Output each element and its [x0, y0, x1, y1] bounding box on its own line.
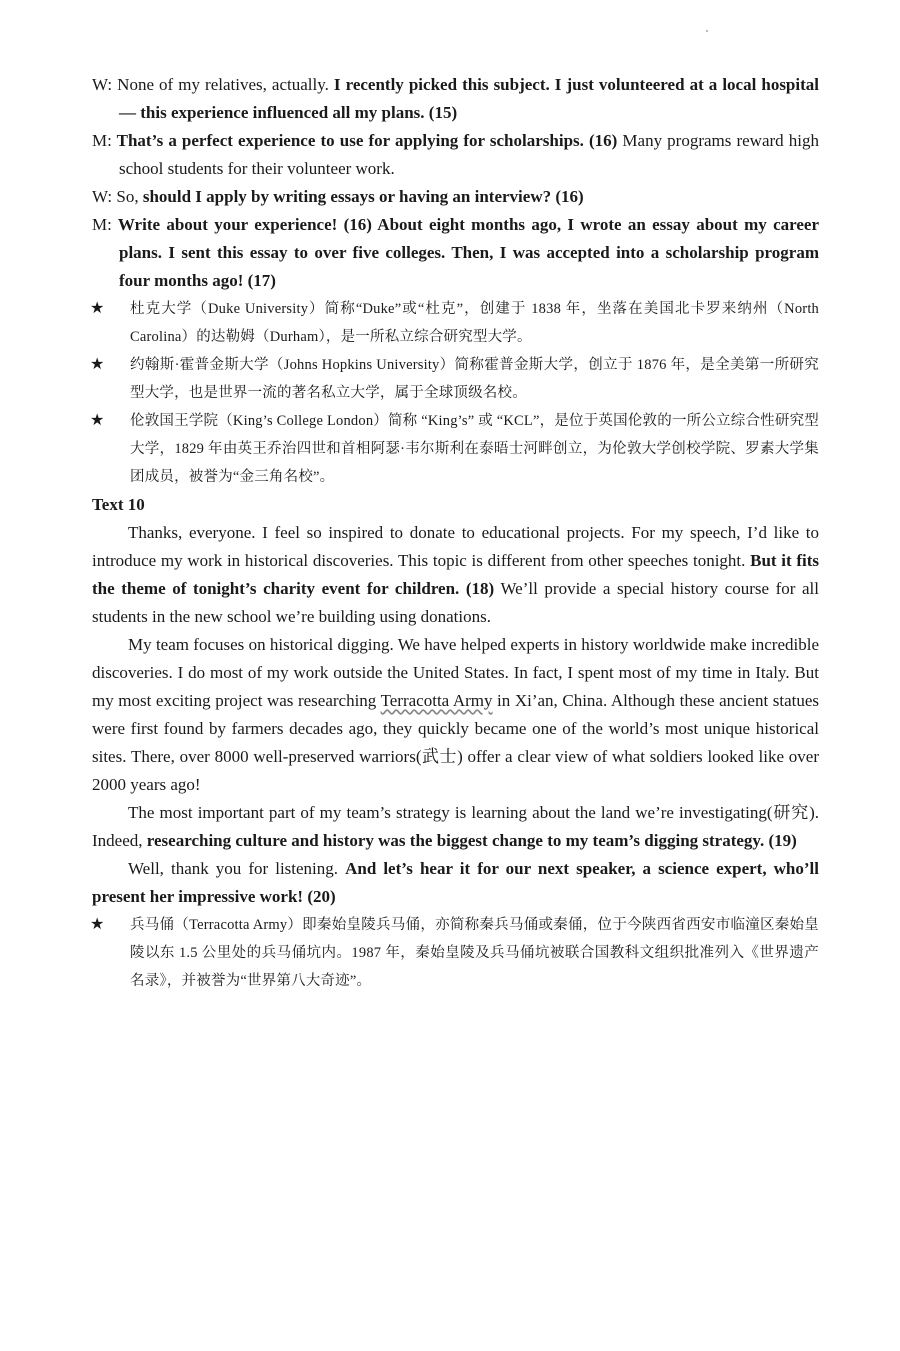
- paragraph: [92, 799, 819, 855]
- section-heading: Text 10: [92, 495, 145, 514]
- speaker-label: W:: [92, 75, 113, 94]
- dialogue-section: [92, 71, 819, 295]
- paragraph-text: We’ll provide a special history course for all students in the new school we’re building using donations.: [92, 579, 819, 626]
- note-text: 兵马俑（Terracotta Army）即秦始皇陵兵马俑，亦简称秦兵马俑或秦俑，位于今陕西省西安市临潼区秦始皇陵以东 1.5 公里处的兵马俑坑内。1987 年，秦始皇陵及兵马俑坑被联合国教科文组织批准列入《世界遗产名录》，并被誉为“世界第八大奇迹”。: [130, 917, 819, 989]
- dialogue-line: [92, 211, 819, 295]
- answer-key-text: But it fits the theme of tonight’s charity event for children. (18): [92, 551, 820, 598]
- dialogue-answer-key: Write about your experience! (16) About eight months ago, I wrote an essay about my career plans. I sent this essay to over five colleges. Then, I was accepted into a scholarship program four months ago! (17): [111, 215, 819, 290]
- scan-speck: [706, 30, 708, 32]
- paragraph-text: in Xi’an, China. Although these ancient statues were first found by farmers decades ago, they quickly became one of the world’s most unique historical sites. There, over 8000 well-preserved warriors(武士) offer a clear view of what soldiers looked like over 2000 years ago!: [92, 691, 820, 794]
- star-icon: ★: [90, 412, 105, 429]
- dialogue-line: [92, 127, 819, 183]
- speaker-label: M:: [92, 131, 112, 150]
- note-text: 伦敦国王学院（King’s College London）简称 “King’s” 或 “KCL”，是位于英国伦敦的一所公立综合性研究型大学，1829 年由英王乔治四世和首相阿瑟·韦尔斯利在泰晤士河畔创立，为伦敦大学创校学院、罗素大学集团成员，被誉为“金三角名校”。: [130, 413, 819, 485]
- paragraph: [92, 519, 819, 631]
- dialogue-answer-key: should I apply by writing essays or having an interview? (16): [142, 187, 584, 206]
- star-icon: ★: [90, 916, 105, 933]
- paragraph-text: My team focuses on historical digging. We have helped experts in history worldwide make incredible discoveries. I do most of my work outside the United States. In fact, I spent most of my time in Italy. But my most exciting project was researching: [92, 635, 819, 710]
- underlined-term: Terracotta Army: [380, 691, 493, 710]
- paragraph-text: Well, thank you for listening.: [128, 859, 346, 878]
- dialogue-answer-key: I recently picked this subject. I just volunteered at a local hospital — this experience influenced all my plans. (15): [119, 75, 819, 122]
- star-icon: ★: [90, 356, 105, 373]
- dialogue-text: None of my relatives, actually.: [112, 75, 334, 94]
- speaker-label: M:: [92, 215, 112, 234]
- answer-key-text: researching culture and history was the biggest change to my team’s digging strategy. (19): [146, 831, 797, 850]
- dialogue-answer-key: That’s a perfect experience to use for applying for scholarships. (16): [111, 131, 618, 150]
- note-item: [92, 295, 819, 351]
- star-icon: ★: [90, 300, 105, 317]
- answer-key-text: And let’s hear it for our next speaker, a science expert, who’ll present her impressive work! (20): [92, 859, 819, 906]
- notes-section-2: [92, 911, 819, 995]
- note-item: [92, 351, 819, 407]
- note-text: 杜克大学（Duke University）简称“Duke”或“杜克”，创建于 1838 年，坐落在美国北卡罗来纳州（North Carolina）的达勒姆（Durham），是一所私立综合研究型大学。: [130, 301, 819, 345]
- paragraph: [92, 631, 819, 799]
- paragraph-text: The most important part of my team’s strategy is learning about the land we’re investigating(研究). Indeed,: [92, 803, 819, 850]
- note-text: 约翰斯·霍普金斯大学（Johns Hopkins University）简称霍普金斯大学，创立于 1876 年，是全美第一所研究型大学，也是世界一流的著名私立大学，属于全球顶级名校。: [130, 357, 819, 401]
- notes-section-1: [92, 295, 819, 491]
- dialogue-text: So,: [112, 187, 143, 206]
- note-item: [92, 407, 819, 491]
- paragraph-text: Thanks, everyone. I feel so inspired to donate to educational projects. For my speech, I’d like to introduce my work in historical discoveries. This topic is different from other speeches tonight.: [92, 523, 819, 570]
- speaker-label: W:: [92, 187, 113, 206]
- dialogue-line: [92, 183, 819, 211]
- dialogue-line: [92, 71, 819, 127]
- paragraph: [92, 855, 819, 911]
- document-page: [92, 71, 819, 995]
- note-item: [92, 911, 819, 995]
- dialogue-text: Many programs reward high school students for their volunteer work.: [119, 131, 819, 178]
